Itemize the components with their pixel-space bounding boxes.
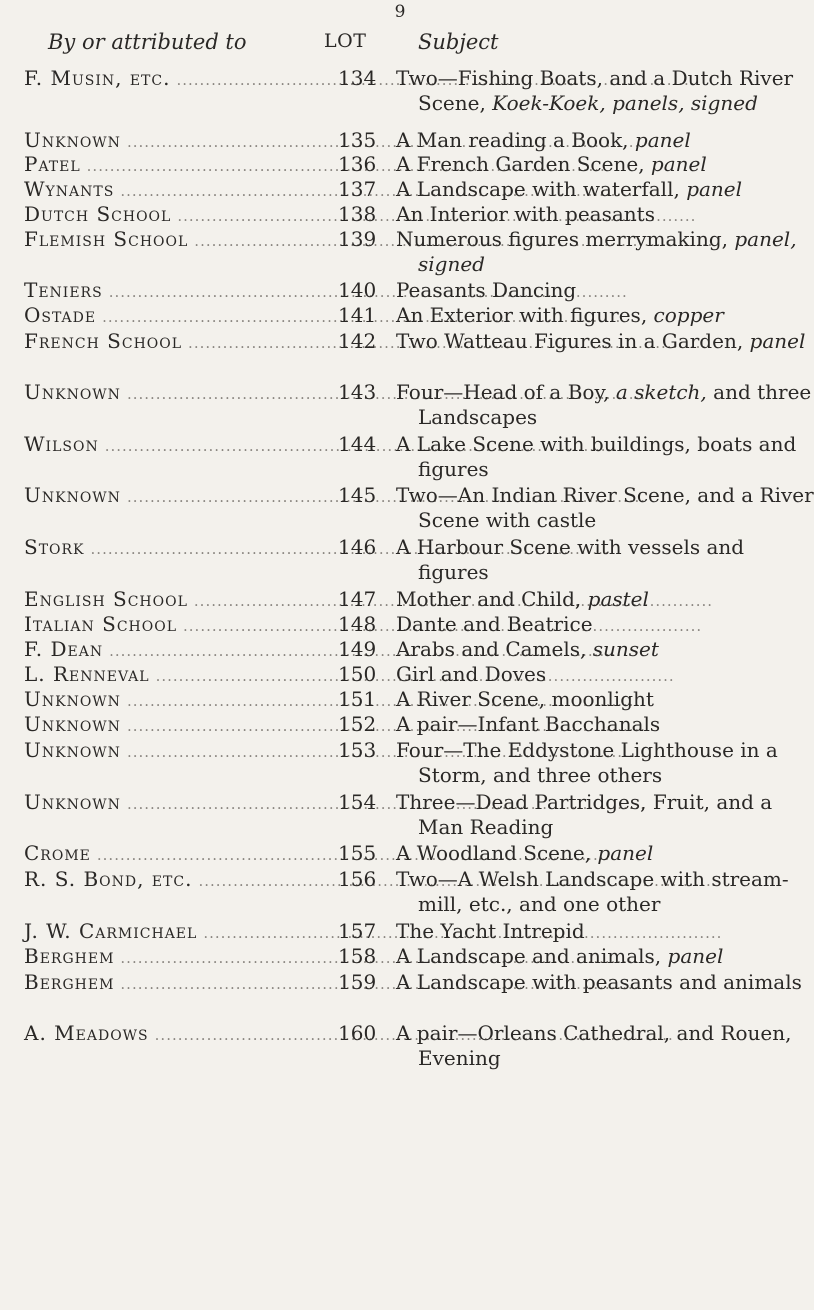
subject-cell <box>396 841 814 866</box>
subject-text: A pair—Orleans Cathedral, and Rouen, Evening <box>396 1021 792 1070</box>
subject-text: A Harbour Scene with vessels and figures <box>396 535 745 584</box>
artist-cell <box>24 841 334 865</box>
lot-number: 157 <box>338 919 377 943</box>
artist-cell <box>24 1021 334 1045</box>
artist-name: Flemish School <box>24 227 189 251</box>
subject-text: A Landscape with peasants and animals <box>396 970 802 994</box>
artist-name: Crome <box>24 841 91 865</box>
subject-text: Two—An Indian River Scene, and a River Scene with castle <box>396 483 814 532</box>
artist-name: Unknown <box>24 712 121 736</box>
subject-cell <box>396 738 814 788</box>
artist-cell <box>24 712 334 736</box>
subject-text: A Landscape with waterfall, <box>396 177 687 201</box>
lot-number: 151 <box>338 687 377 711</box>
subject-text: Dante and Beatrice <box>396 612 593 636</box>
subject-cell <box>396 128 814 153</box>
artist-cell <box>24 66 334 90</box>
subject-text: An Exterior with figures, <box>396 303 654 327</box>
subject-text: A French Garden Scene, <box>396 152 651 176</box>
lot-number: 136 <box>338 152 377 176</box>
subject-note: sunset <box>592 637 659 661</box>
lot-number: 148 <box>338 612 377 636</box>
artist-name: J. W. Carmichael <box>24 919 198 943</box>
subject-cell <box>396 970 814 995</box>
artist-cell <box>24 303 334 327</box>
artist-cell <box>24 177 334 201</box>
subject-text: A Man reading a Book, <box>396 128 635 152</box>
subject-text: Four—The Eddystone Lighthouse in a Storm, and three others <box>396 738 778 787</box>
artist-name: Unknown <box>24 128 121 152</box>
subject-note: copper <box>653 303 724 327</box>
lot-number: 135 <box>338 128 377 152</box>
lot-number: 137 <box>338 177 377 201</box>
artist-cell <box>24 227 334 251</box>
artist-cell <box>24 202 334 226</box>
lot-number: 158 <box>338 944 377 968</box>
lot-number: 147 <box>338 587 377 611</box>
subject-cell <box>396 944 814 969</box>
artist-name: Unknown <box>24 687 121 711</box>
lot-number: 143 <box>338 380 377 404</box>
artist-cell <box>24 919 334 943</box>
artist-name: F. Dean <box>24 637 104 661</box>
subject-cell <box>396 227 814 277</box>
artist-name: Ostade <box>24 303 97 327</box>
subject-cell <box>396 380 814 430</box>
subject-text: Three—Dead Partridges, Fruit, and a Man Reading <box>396 790 773 839</box>
subject-cell <box>396 919 814 944</box>
lot-number: 140 <box>338 278 377 302</box>
artist-name: Teniers <box>24 278 103 302</box>
artist-name: Unknown <box>24 738 121 762</box>
artist-name: Berghem <box>24 970 115 994</box>
subject-text: Numerous figures merrymaking, <box>396 227 735 251</box>
subject-text: Two Watteau Figures in a Garden, <box>396 329 750 353</box>
artist-cell <box>24 867 334 891</box>
lot-number: 142 <box>338 329 377 353</box>
subject-text: Two—Fishing Boats, and a Dutch River Scene, <box>396 66 794 115</box>
artist-cell <box>24 432 334 456</box>
artist-cell <box>24 128 334 152</box>
artist-name: Wilson <box>24 432 99 456</box>
lot-number: 155 <box>338 841 377 865</box>
lot-number: 153 <box>338 738 377 762</box>
subject-cell <box>396 1021 814 1071</box>
subject-note: pastel <box>587 587 649 611</box>
artist-name: French School <box>24 329 183 353</box>
lot-number: 141 <box>338 303 377 327</box>
lot-number: 145 <box>338 483 377 507</box>
lot-number: 146 <box>338 535 377 559</box>
lot-number: 134 <box>338 66 377 90</box>
artist-name: Italian School <box>24 612 178 636</box>
artist-name: Unknown <box>24 483 121 507</box>
subject-cell <box>396 867 814 917</box>
subject-note: panel <box>634 128 691 152</box>
subject-text: A Lake Scene with buildings, boats and figures <box>396 432 797 481</box>
subject-cell <box>396 662 814 687</box>
artist-cell <box>24 944 334 968</box>
page-number: 9 <box>394 2 406 22</box>
artist-cell <box>24 483 334 507</box>
subject-cell <box>396 177 814 202</box>
artist-cell <box>24 380 334 404</box>
subject-cell <box>396 303 814 328</box>
subject-text: The Yacht Intrepid <box>396 919 585 943</box>
artist-name: F. Musin, etc. <box>24 66 171 90</box>
subject-text: Arabs and Camels, <box>396 637 593 661</box>
lot-number: 139 <box>338 227 377 251</box>
artist-name: English School <box>24 587 188 611</box>
subject-note: Koek-Koek, panels, signed <box>492 91 758 115</box>
lot-number: 159 <box>338 970 377 994</box>
subject-note: panel <box>597 841 654 865</box>
artist-name: Unknown <box>24 380 121 404</box>
artist-name: A. Meadows <box>24 1021 149 1045</box>
subject-tail: and three Landscapes <box>418 380 812 429</box>
subject-cell <box>396 637 814 662</box>
artist-name: Unknown <box>24 790 121 814</box>
subject-cell <box>396 712 814 737</box>
artist-cell <box>24 790 334 814</box>
subject-cell <box>396 483 814 533</box>
subject-cell <box>396 432 814 482</box>
artist-name: Wynants <box>24 177 115 201</box>
artist-name: L. Renneval <box>24 662 150 686</box>
artist-name: Stork <box>24 535 85 559</box>
subject-text: Girl and Doves <box>396 662 547 686</box>
subject-cell <box>396 152 814 177</box>
subject-cell <box>396 535 814 585</box>
subject-text: A pair—Infant Bacchanals <box>396 712 661 736</box>
lot-number: 160 <box>338 1021 377 1045</box>
column-header-lot: LOT <box>324 30 367 52</box>
subject-text: An Interior with peasants <box>396 202 655 226</box>
lot-number: 152 <box>338 712 377 736</box>
artist-cell <box>24 587 334 611</box>
artist-cell <box>24 738 334 762</box>
subject-note: a sketch, <box>615 380 707 404</box>
subject-note: panel <box>667 944 724 968</box>
artist-name: Dutch School <box>24 202 172 226</box>
artist-cell <box>24 152 334 176</box>
artist-cell <box>24 278 334 302</box>
subject-text: Two—A Welsh Landscape with stream-mill, etc., and one other <box>396 867 789 916</box>
subject-cell <box>396 790 814 840</box>
artist-cell <box>24 612 334 636</box>
artist-cell <box>24 687 334 711</box>
lot-number: 149 <box>338 637 377 661</box>
lot-number: 138 <box>338 202 377 226</box>
subject-note: panel, signed <box>418 227 797 276</box>
artist-cell <box>24 662 334 686</box>
subject-cell <box>396 66 814 116</box>
subject-note: panel <box>650 152 707 176</box>
column-header-subject: Subject <box>418 30 499 54</box>
subject-text: A Landscape and animals, <box>396 944 668 968</box>
subject-text: A Woodland Scene, <box>396 841 598 865</box>
artist-cell <box>24 535 334 559</box>
subject-text: Four—Head of a Boy, <box>396 380 616 404</box>
artist-name: Berghem <box>24 944 115 968</box>
subject-text: A River Scene, moonlight <box>396 687 654 711</box>
artist-name: R. S. Bond, etc. <box>24 867 193 891</box>
subject-cell <box>396 687 814 712</box>
subject-cell <box>396 612 814 637</box>
subject-note: panel <box>686 177 743 201</box>
artist-cell <box>24 970 334 994</box>
artist-cell <box>24 637 334 661</box>
lot-number: 156 <box>338 867 377 891</box>
subject-cell <box>396 329 814 354</box>
column-header-artist: By or attributed to <box>48 30 247 54</box>
subject-cell <box>396 587 814 612</box>
subject-cell <box>396 278 814 303</box>
subject-text: Peasants Dancing <box>396 278 577 302</box>
artist-name: Patel <box>24 152 81 176</box>
subject-cell <box>396 202 814 227</box>
subject-text: Mother and Child, <box>396 587 588 611</box>
lot-number: 154 <box>338 790 377 814</box>
lot-number: 144 <box>338 432 377 456</box>
lot-number: 150 <box>338 662 377 686</box>
subject-note: panel <box>749 329 806 353</box>
artist-cell <box>24 329 334 353</box>
